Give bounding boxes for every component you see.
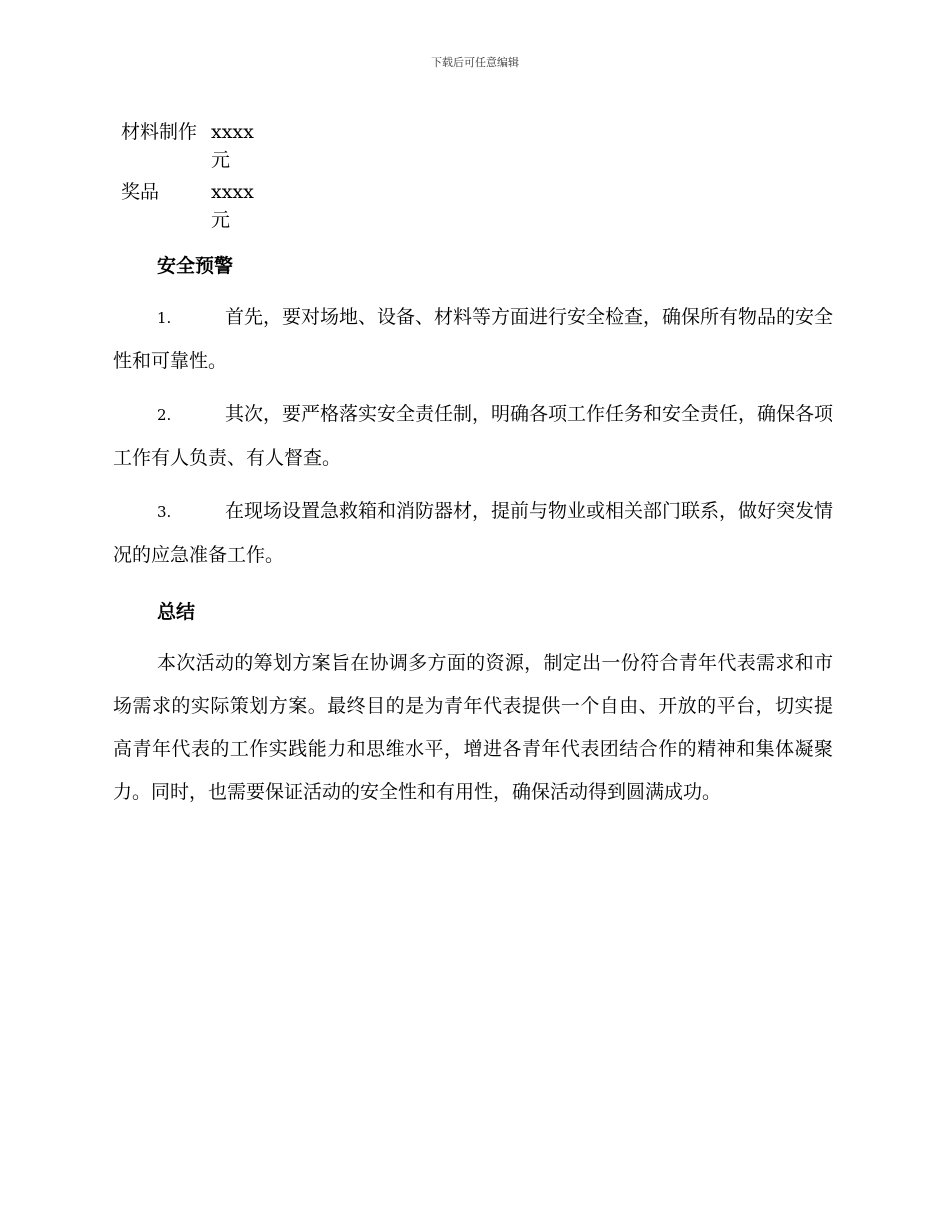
- header-note: 下载后可任意编辑: [431, 56, 519, 69]
- budget-row: [121, 118, 271, 174]
- safety-item-number: 3.: [157, 503, 172, 521]
- safety-item: [113, 296, 833, 383]
- summary-paragraph: 本次活动的筹划方案旨在协调多方面的资源，制定出一份符合青年代表需求和市场需求的实际策划方案。最终目的是为青年代表提供一个自由、开放的平台，切实提高青年代表的工作实践能力和思维水平，增进各青年代表团结合作的精神和集体凝聚力。同时，也需要保证活动的安全性和有用性，确保活动得到圆满成功。: [113, 652, 833, 803]
- safety-item-text: 其次，要严格落实安全责任制，明确各项工作任务和安全责任，确保各项工作有人负责、有人督查。: [113, 403, 834, 469]
- safety-item-text: 首先，要对场地、设备、材料等方面进行安全检查，确保所有物品的安全性和可靠性。: [113, 306, 834, 372]
- safety-item: [113, 393, 833, 480]
- budget-row: [121, 174, 271, 234]
- safety-item-text: 在现场设置急救箱和消防器材，提前与物业或相关部门联系，做好突发情况的应急准备工作。: [113, 500, 834, 566]
- safety-heading: 安全预警: [157, 255, 234, 277]
- safety-item-number: 2.: [157, 406, 172, 424]
- safety-item-number: 1.: [157, 309, 172, 327]
- safety-item: [113, 490, 833, 577]
- budget-amount: xxxx元: [211, 181, 254, 231]
- budget-item: 奖品: [121, 181, 160, 203]
- summary-heading: 总结: [157, 601, 196, 623]
- budget-item: 材料制作: [121, 121, 198, 143]
- budget-amount: xxxx元: [211, 121, 254, 171]
- budget-table: [121, 118, 271, 234]
